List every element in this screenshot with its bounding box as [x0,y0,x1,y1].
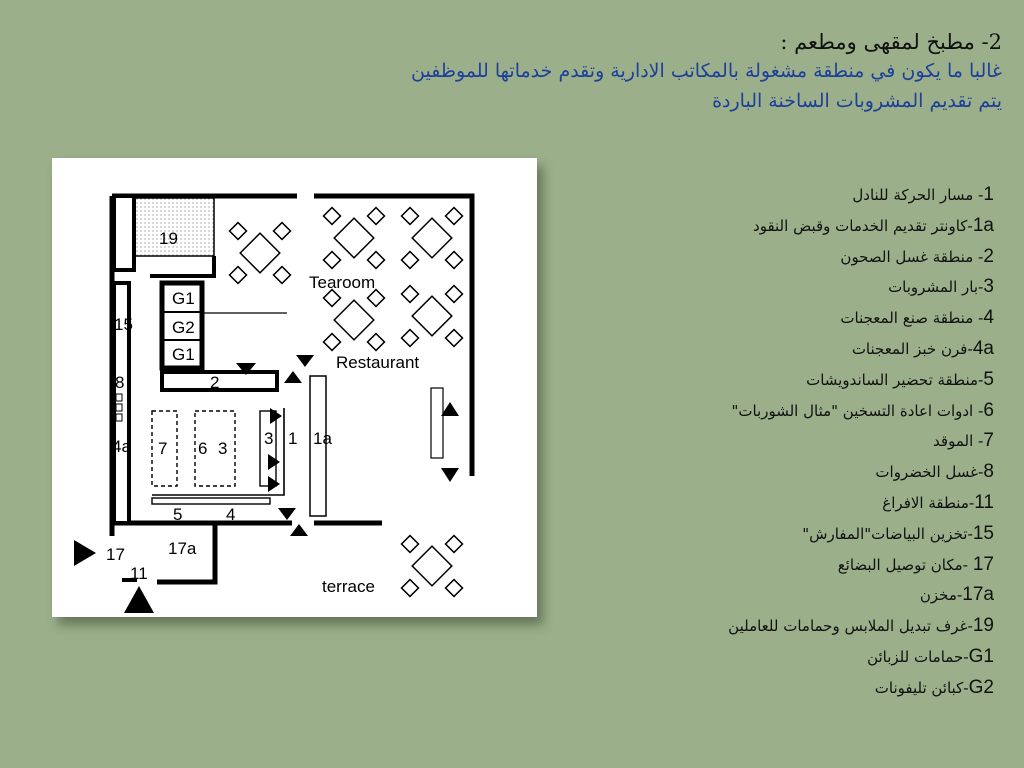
label-1: 1 [288,429,298,448]
label-19: 19 [159,229,178,248]
restaurant-label: Restaurant [336,353,420,372]
legend-item: 4a-فرن خبز المعجنات [851,337,994,359]
label-1a: 1a [313,429,332,448]
wall-block-19 [114,198,134,270]
dishwashing-area [162,372,277,390]
legend-item: 1a-كاونتر تقديم الخدمات وقبض النقود [753,214,994,236]
label-17: 17 [106,545,125,564]
legend-item: 15-تخزين البياضات"المفارش" [802,522,994,544]
wall-19-south [150,256,214,276]
label-3-inner: 3 [218,439,228,458]
vegetable-sinks [116,394,122,421]
label-11: 11 [130,564,148,583]
tearoom-label: Tearoom [309,273,376,292]
legend-item: 8-غسل الخضروات [875,461,994,483]
label-g2: G2 [172,318,195,337]
heading [242,30,1002,120]
legend-item: 1- مسار الحركة للنادل [852,184,994,205]
legend-list [564,180,994,704]
label-2: 2 [210,373,220,392]
legend-item: 11-منطقة الافراغ [882,491,994,513]
legend-item: 3-بار المشروبات [888,276,994,298]
label-g1-bottom: G1 [172,345,195,364]
legend-item: G2-كبائن تليفونات [874,676,994,698]
legend-item: 7- الموقد [933,430,994,452]
label-6: 6 [198,439,208,458]
legend-item: G1-حمامات للزبائن [867,645,994,667]
label-5: 5 [173,505,183,524]
terrace-label: terrace [322,577,375,596]
slide-title: 2- مطبخ لمقهى ومطعم : [780,30,1002,54]
legend-item: 4- منطقة صنع المعجنات [840,307,994,329]
legend-item: 19-غرف تبديل الملابس وحمامات للعاملين [728,615,994,637]
label-7: 7 [158,439,168,458]
floor-plan [52,158,537,617]
legend-item: 17 -مكان توصيل البضائع [837,553,994,575]
label-8: 8 [115,373,125,392]
label-4: 4 [226,505,236,524]
dining-tables [230,208,463,597]
label-3-bar: 3 [264,429,274,448]
label-4a: 4a [112,437,131,456]
floor-plan-drawing [52,158,537,617]
legend-item: 5-منطقة تحضير الساندويشات [806,368,994,390]
subtitle-line-1: غالبا ما يكون في منطقة مشغولة بالمكاتب الادارية وتقدم خدماتها للموظفين [411,60,1002,82]
subtitle-line-2: يتم تقديم المشروبات الساخنة الباردة [712,90,1002,112]
label-17a: 17a [168,539,197,558]
side-counter [431,388,443,458]
label-15: 15 [114,315,133,334]
kitchen-counters [152,411,276,504]
legend-item: 17a-مخزن [919,584,994,606]
label-g1-top: G1 [172,289,195,308]
legend-item: 6- ادوات اعادة التسخين "مثال الشوربات" [731,399,994,421]
legend-item: 2- منطقة غسل الصحون [840,245,994,267]
